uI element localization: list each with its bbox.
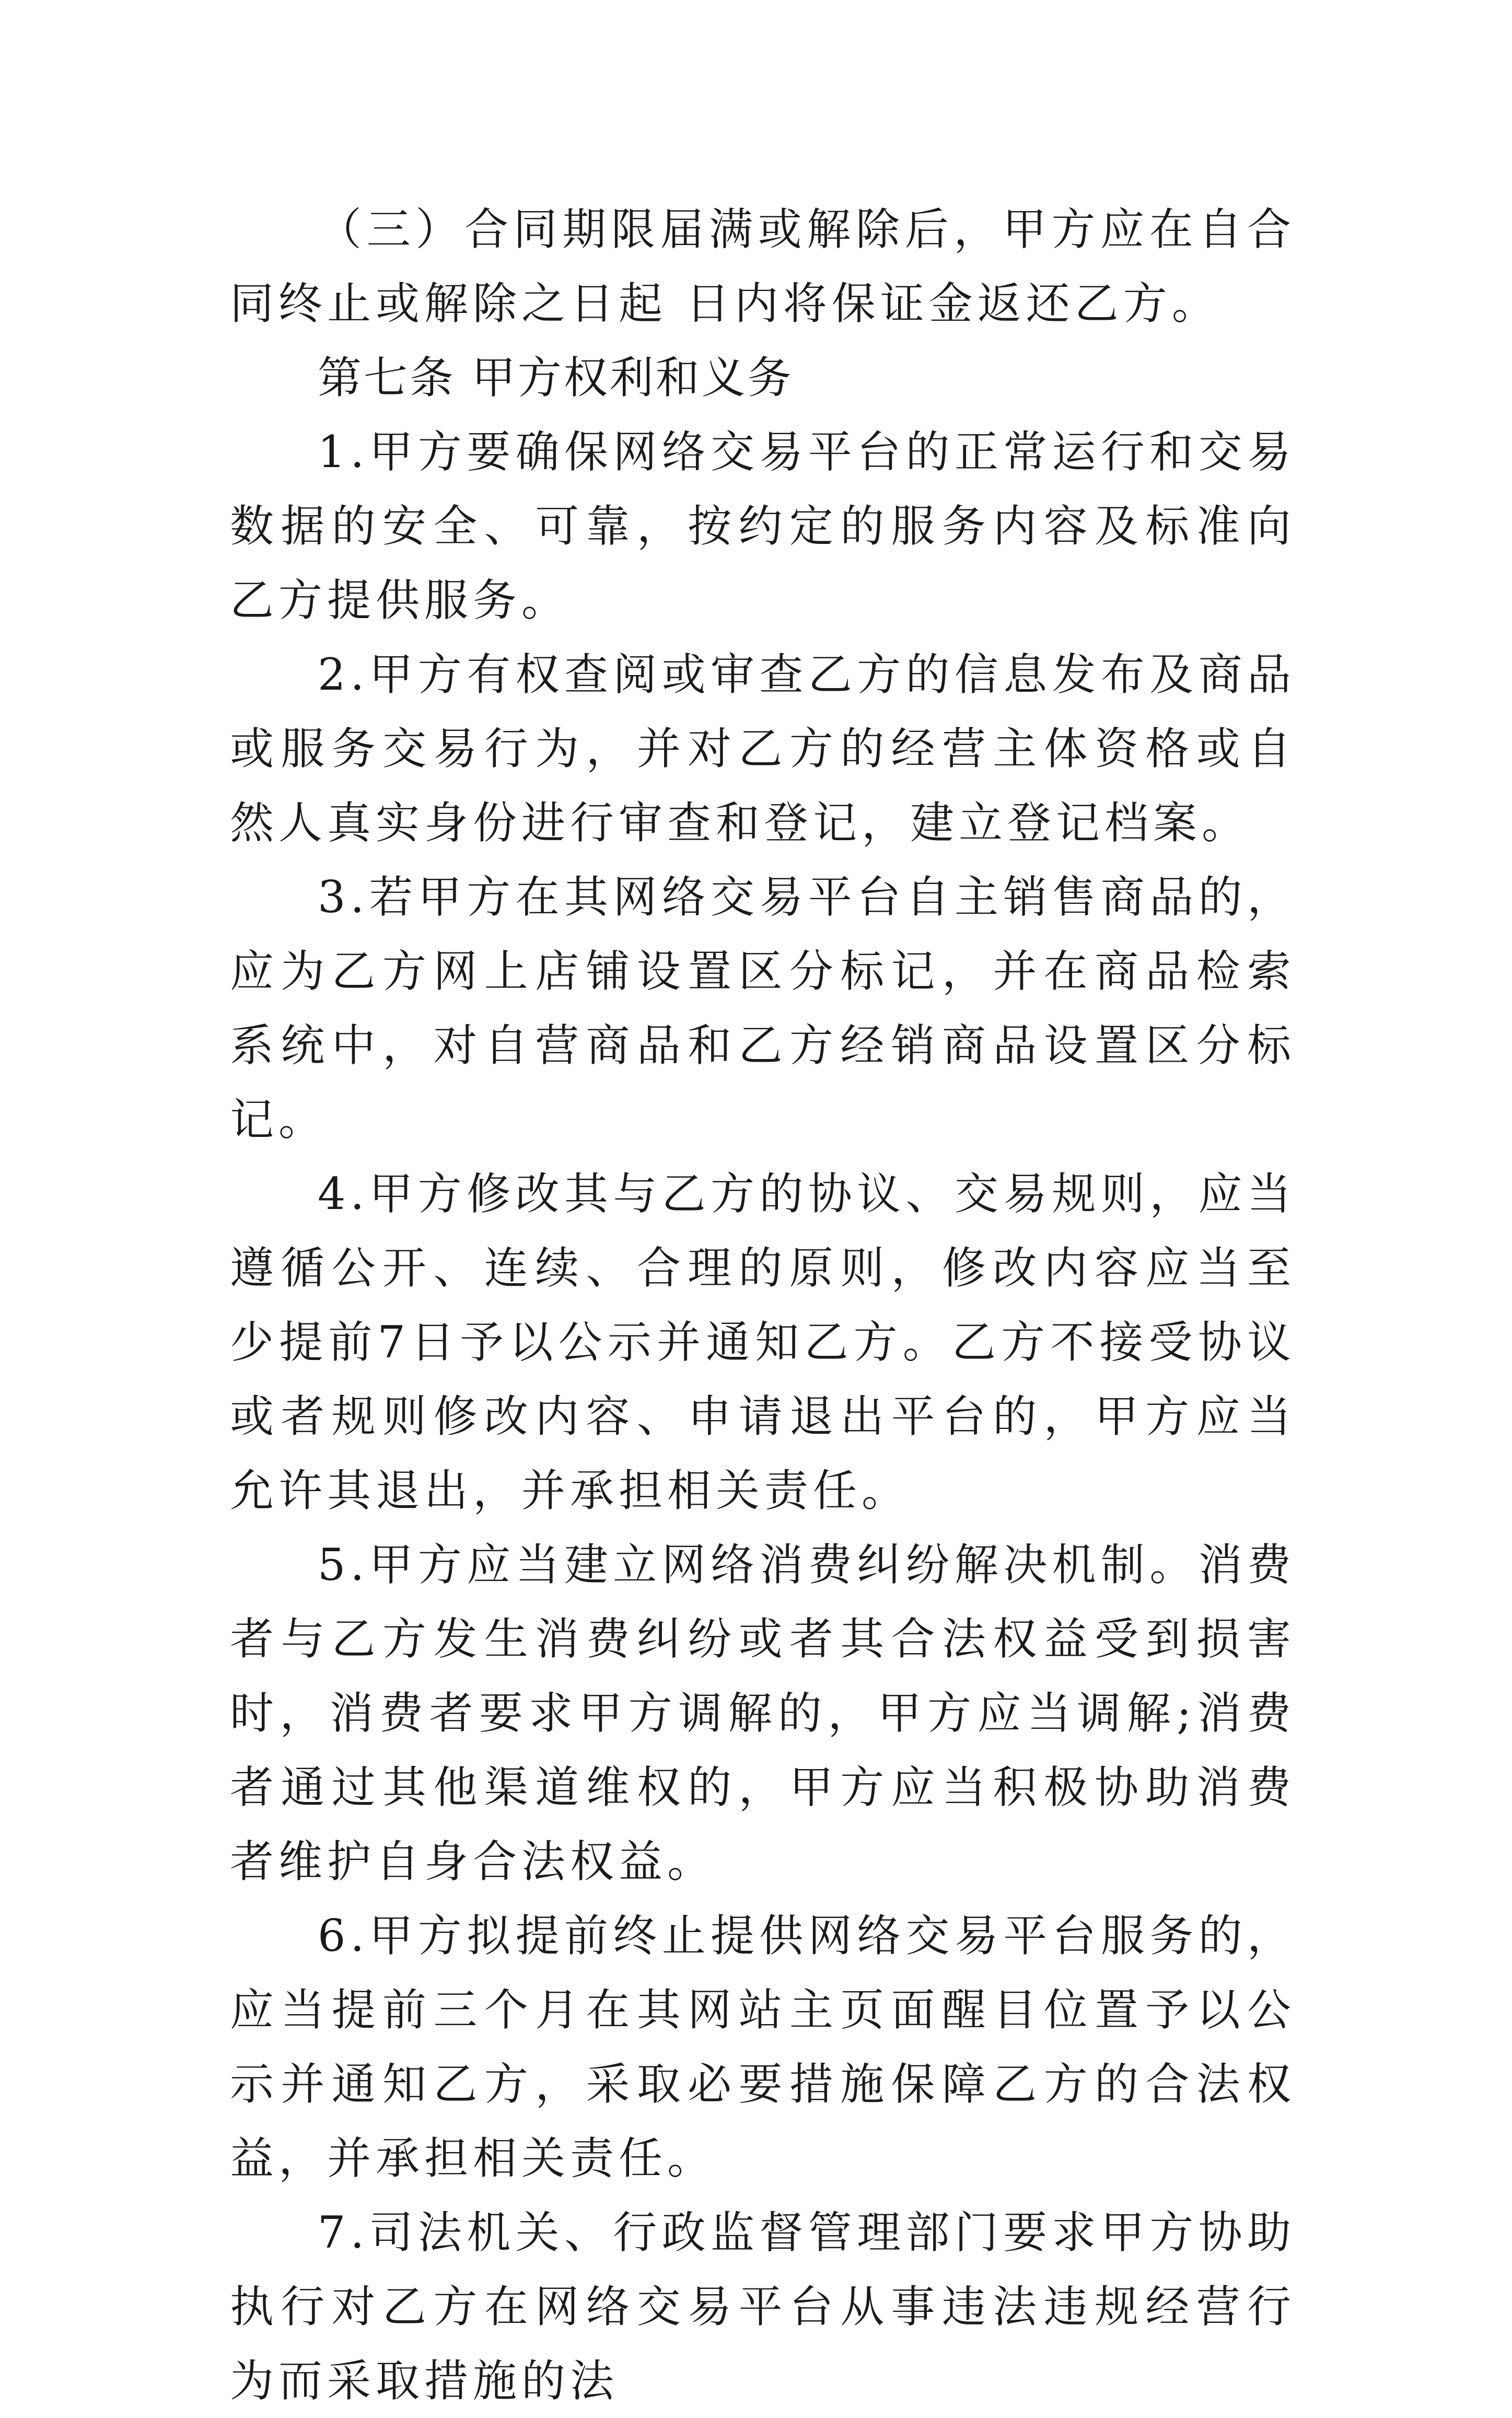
section-heading-article-7: 第七条 甲方权利和义务 <box>318 352 794 403</box>
clause-paragraph-1: 1.甲方要确保网络交易平台的正常运行和交易数据的安全、可靠，按约定的服务内容及标准向乙方提供服务。 <box>230 426 1296 626</box>
clause-paragraph-2: 2.甲方有权查阅或审查乙方的信息发布及商品或服务交易行为，并对乙方的经营主体资格或自然人真实身份进行审查和登记，建立登记档案。 <box>230 649 1296 848</box>
document-body <box>230 192 1296 2418</box>
clause-paragraph-4: 4.甲方修改其与乙方的协议、交易规则，应当遵循公开、连续、合理的原则，修改内容应当至少提前7日予以公示并通知乙方。乙方不接受协议或者规则修改内容、申请退出平台的，甲方应当允许其退出，并承担相关责任。 <box>230 1168 1296 1516</box>
clause-paragraph-3: 3.若甲方在其网络交易平台自主销售商品的，应为乙方网上店铺设置区分标记，并在商品检索系统中，对自营商品和乙方经销商品设置区分标记。 <box>230 871 1296 1145</box>
clause-paragraph-deposit-return: （三）合同期限届满或解除后，甲方应在自合同终止或解除之日起 日内将保证金返还乙方。 <box>230 204 1296 329</box>
clause-paragraph-6: 6.甲方拟提前终止提供网络交易平台服务的，应当提前三个月在其网站主页面醒目位置予以公示并通知乙方，采取必要措施保障乙方的合法权益，并承担相关责任。 <box>230 1910 1296 2184</box>
clause-paragraph-5: 5.甲方应当建立网络消费纠纷解决机制。消费者与乙方发生消费纠纷或者其合法权益受到损害时，消费者要求甲方调解的，甲方应当调解;消费者通过其他渠道维权的，甲方应当积极协助消费者维护自身合法权益。 <box>230 1539 1296 1887</box>
clause-paragraph-7: 7.司法机关、行政监督管理部门要求甲方协助执行对乙方在网络交易平台从事违法违规经营行为而采取措施的法 <box>230 2207 1296 2407</box>
